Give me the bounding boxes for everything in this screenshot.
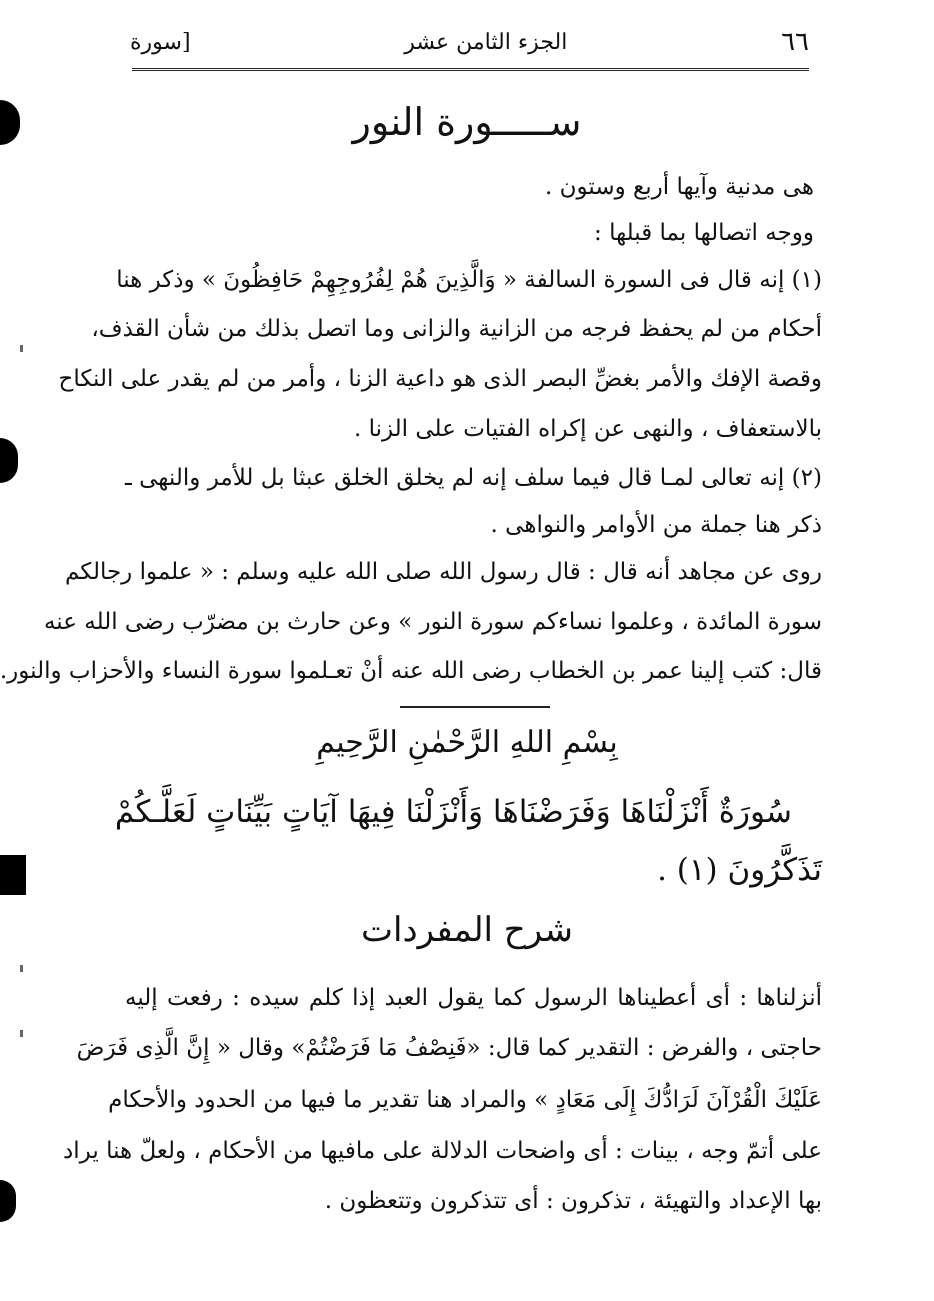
- header-rule: [132, 68, 809, 71]
- verse-line: تَذَكَّرُونَ (١) .: [657, 852, 822, 888]
- point1-line: (١) إنه قال فى السورة السالفة « وَالَّذِينَ هُمْ لِفُرُوجِهِمْ حَافِظُونَ » وذكر هنا: [116, 267, 822, 293]
- point2-line: ذكر هنا جملة من الأوامر والنواهى .: [490, 512, 822, 538]
- running-title: الجزء الثامن عشر: [404, 29, 568, 55]
- intro-line: ووجه اتصالها بما قبلها :: [594, 220, 814, 246]
- hadith-line: روى عن مجاهد أنه قال : قال رسول الله صلى الله عليه وسلم : « علموا رجالكم: [64, 559, 822, 585]
- intro-line: هى مدنية وآيها أربع وستون .: [545, 174, 814, 200]
- binding-mark-bottom: [0, 1180, 16, 1222]
- margin-tick: [20, 965, 23, 972]
- glossary-line: أنزلناها : أى أعطيناها الرسول كما يقول العبد إذا كلم سيده : رفعت إليه: [125, 985, 822, 1011]
- verse-line: سُورَةٌ أَنْزَلْنَاهَا وَفَرَضْنَاهَا وَأَنْزَلْنَا فِيهَا آيَاتٍ بَيِّنَاتٍ لَعَلَّـكُمْ: [114, 794, 792, 830]
- running-header: [130, 22, 809, 62]
- glossary-line: بها الإعداد والتهيئة ، تذكرون : أى تتذكرون وتتعظون .: [324, 1188, 822, 1214]
- page-number: ٦٦: [781, 27, 809, 57]
- glossary-line: على أتمّ وجه ، بينات : أى واضحات الدلالة على مافيها من الأحكام ، ولعلّ هنا يراد: [63, 1138, 822, 1164]
- margin-tick: [20, 1030, 23, 1037]
- point1-line: أحكام من لم يحفظ فرجه من الزانية والزانى وما اتصل بذلك من شأن القذف،: [91, 316, 822, 342]
- glossary-line: عَلَيْكَ الْقُرْآنَ لَرَادُّكَ إِلَى مَعَادٍ » والمراد هنا تقدير ما فيها من الحدود والأحكام: [108, 1087, 822, 1113]
- binding-mark-lower: [0, 855, 26, 895]
- point2-line: (٢) إنه تعالى لمـا قال فيما سلف إنه لم يخلق الخلق عبثا بل للأمر والنهى ـ: [125, 465, 822, 491]
- point1-line: وقصة الإفك والأمر بغضِّ البصر الذى هو داعية الزنا ، وأمر من لم يقدر على النكاح: [58, 366, 822, 392]
- basmala: بِسْمِ اللهِ الرَّحْمٰنِ الرَّحِيمِ: [316, 725, 618, 760]
- section-label: [سورة: [130, 29, 191, 55]
- binding-mark-top: [0, 100, 20, 145]
- point1-line: بالاستعفاف ، والنهى عن إكراه الفتيات على الزنا .: [353, 416, 822, 442]
- binding-mark-middle: [0, 438, 18, 483]
- hadith-line: سورة المائدة ، وعلموا نساءكم سورة النور » وعن حارث بن مضرّب رضى الله عنه: [43, 609, 822, 635]
- margin-tick: [20, 345, 23, 352]
- surah-title: ســـــورة النور: [352, 100, 582, 144]
- glossary-line: حاجتى ، والفرض : التقدير كما قال: «فَنِصْفُ مَا فَرَضْتُمْ» وقال « إِنَّ الَّذِى فَرَضَ: [76, 1035, 822, 1061]
- hadith-line: قال: كتب إلينا عمر بن الخطاب رضى الله عنه أنْ تعـلموا سورة النساء والأحزاب والنور.: [0, 658, 822, 684]
- glossary-title: شرح المفردات: [360, 910, 574, 950]
- section-divider: [400, 706, 550, 708]
